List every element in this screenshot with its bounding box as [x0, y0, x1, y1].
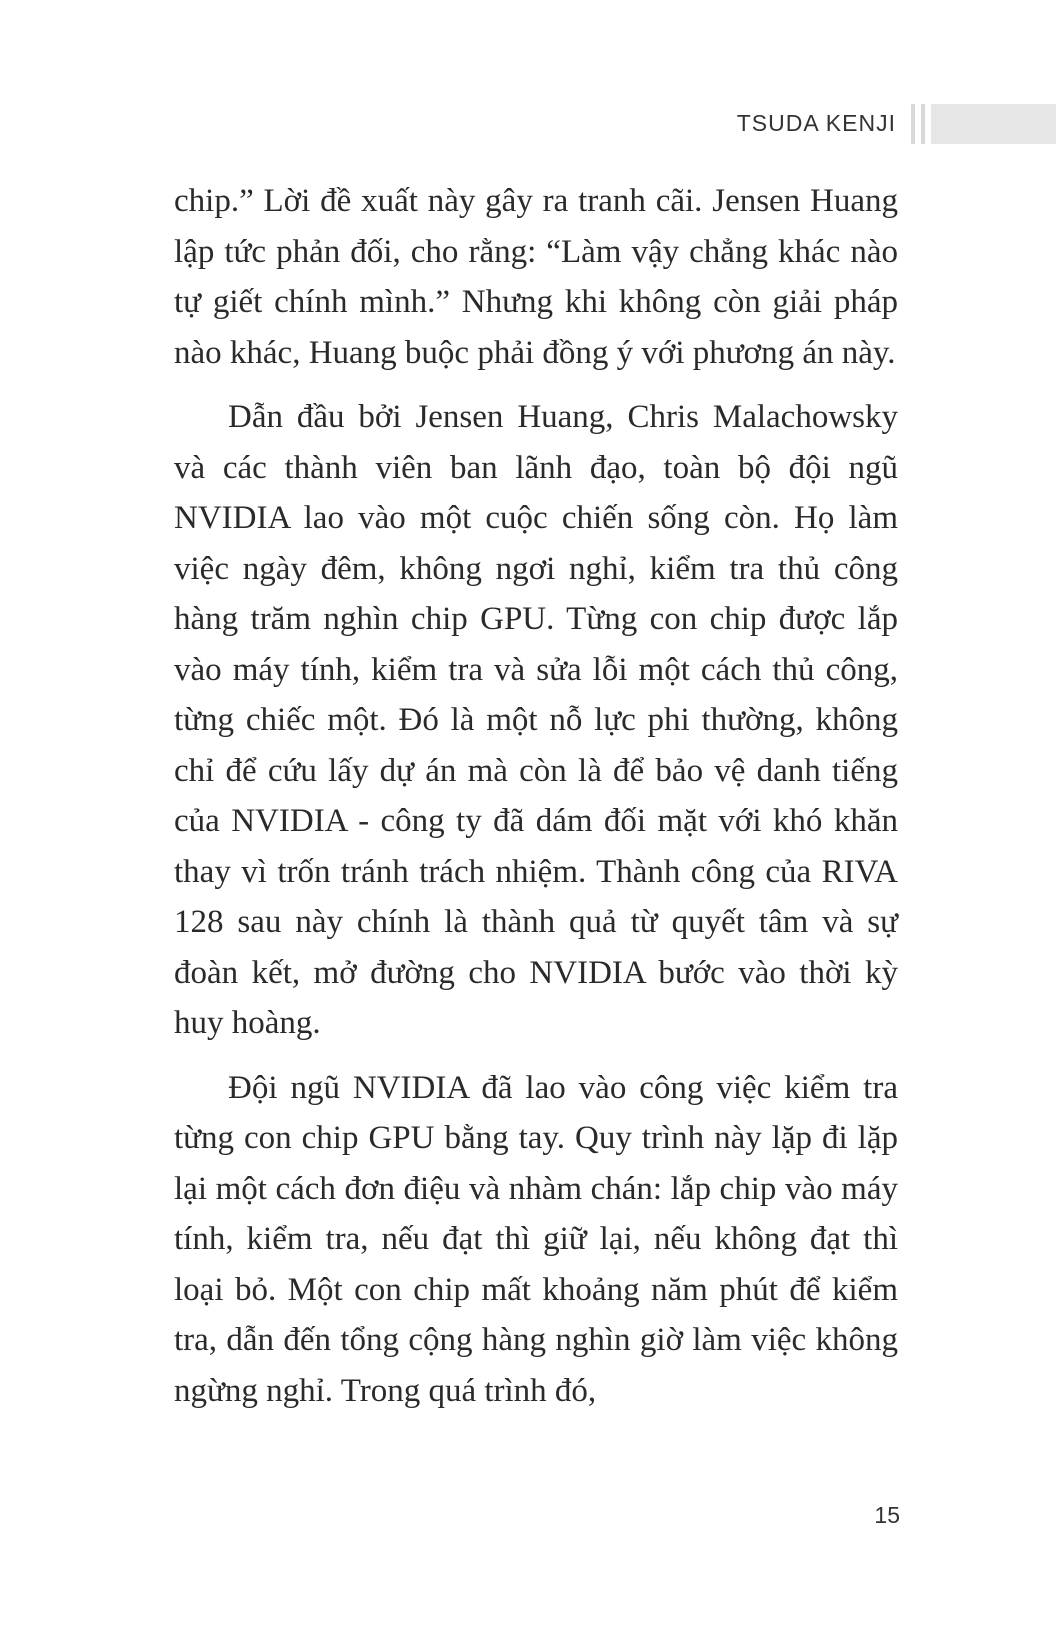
- page-number: 15: [874, 1502, 900, 1528]
- paragraph-3: Đội ngũ NVIDIA đã lao vào công việc kiểm tra từng con chip GPU bằng tay. Quy trình này lặp đi lặp lại một cách đơn điệu và nhàm chán: lắp chip vào máy tính, kiểm tra, nếu đạt thì giữ lại, nếu không đạt thì loại bỏ. Một con chip mất khoảng năm phút để kiểm tra, dẫn đến tổng cộng hàng nghìn giờ làm việc không ngừng nghỉ. Trong quá trình đó,: [174, 1069, 898, 1409]
- header-decoration-bar: [911, 104, 915, 144]
- paragraph-2: Dẫn đầu bởi Jensen Huang, Chris Malachowsky và các thành viên ban lãnh đạo, toàn bộ đội ngũ NVIDIA lao vào một cuộc chiến sống còn. Họ làm việc ngày đêm, không ngơi nghỉ, kiểm tra thủ công hàng trăm nghìn chip GPU. Từng con chip được lắp vào máy tính, kiểm tra và sửa lỗi một cách thủ công, từng chiếc một. Đó là một nỗ lực phi thường, không chỉ để cứu lấy dự án mà còn là để bảo vệ danh tiếng của NVIDIA - công ty đã dám đối mặt với khó khăn thay vì trốn tránh trách nhiệm. Thành công của RIVA 128 sau này chính là thành quả từ quyết tâm và sự đoàn kết, mở đường cho NVIDIA bước vào thời kỳ huy hoàng.: [174, 399, 898, 1041]
- header-decoration-bar: [931, 104, 1056, 144]
- paragraph-1: chip.” Lời đề xuất này gây ra tranh cãi. Jensen Huang lập tức phản đối, cho rằng: “Làm vậy chẳng khác nào tự giết chính mình.” Nhưng khi không còn giải pháp nào khác, Huang buộc phải đồng ý với phương án này.: [174, 183, 898, 371]
- body-text: [174, 176, 898, 1430]
- running-header: [0, 104, 1056, 144]
- header-author: TSUDA KENJI: [736, 110, 896, 136]
- header-decoration-bar: [921, 104, 925, 144]
